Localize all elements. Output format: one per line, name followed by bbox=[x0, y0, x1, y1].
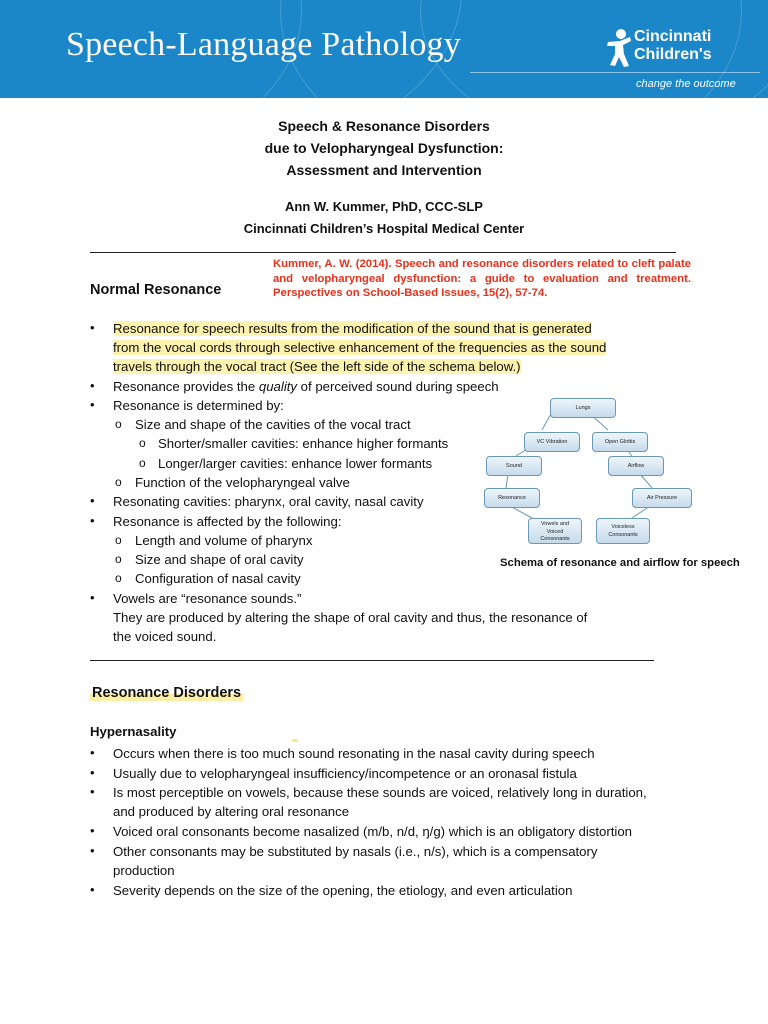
list-subsubitem: Shorter/smaller cavities: enhance higher formants bbox=[158, 436, 449, 451]
list-item: Occurs when there is too much sound resonating in the nasal cavity during speech bbox=[113, 746, 595, 761]
emphasis-text: quality bbox=[258, 379, 298, 394]
list-item-continuation: They are produced by altering the shape of oral cavity and thus, the resonance of bbox=[113, 610, 588, 625]
schema-node-resonance: Resonance bbox=[484, 488, 540, 508]
bullet-icon: • bbox=[90, 843, 95, 858]
schema-node-sound: Sound bbox=[486, 456, 542, 476]
schema-caption: Schema of resonance and airflow for speech bbox=[500, 557, 740, 569]
cincinnati-childrens-logo bbox=[604, 26, 754, 70]
schema-node-open-glottis: Open Glottis bbox=[592, 432, 648, 452]
list-subitem: Function of the velopharyngeal valve bbox=[135, 475, 350, 490]
resonance-airflow-schema bbox=[480, 394, 680, 554]
list-item: Severity depends on the size of the opening, the etiology, and even articulation bbox=[113, 883, 573, 898]
divider-top bbox=[90, 252, 676, 253]
doc-title-line3: Assessment and Intervention bbox=[286, 162, 482, 178]
schema-node-vc-vibration: VC Vibration bbox=[524, 432, 580, 452]
list-item: Voiced oral consonants become nasalized (m/b, n/d, ŋ/g) which is an obligatory distortion bbox=[113, 824, 632, 839]
affiliation: Cincinnati Children’s Hospital Medical Center bbox=[243, 221, 525, 236]
circle-bullet-icon: o bbox=[115, 571, 122, 585]
list-subitem: Configuration of nasal cavity bbox=[135, 571, 301, 586]
circle-bullet-icon: o bbox=[115, 533, 122, 547]
list-item: Other consonants may be substituted by nasals (i.e., n/s), which is a compensatory bbox=[113, 844, 598, 859]
list-subsubitem: Longer/larger cavities: enhance lower formants bbox=[158, 456, 433, 471]
list-item-continuation bbox=[113, 339, 606, 356]
citation: Kummer, A. W. (2014). Speech and resonance disorders related to cleft palate and velopharyngeal dysfunction: a guide to evaluation and treatment. Perspectives on School-Based Issues, 15(2), 57-74. bbox=[273, 258, 691, 300]
section-heading-normal-resonance: Normal Resonance bbox=[90, 282, 222, 298]
list-item: Resonating cavities: pharynx, oral cavity, nasal cavity bbox=[113, 494, 424, 509]
schema-node-voiceless-line2: Consonants bbox=[608, 531, 638, 538]
highlight-mark bbox=[292, 739, 298, 742]
bullet-icon: • bbox=[90, 397, 95, 412]
bullet-icon: • bbox=[90, 765, 95, 780]
list-item: Usually due to velopharyngeal insufficiency/incompetence or an oronasal fistula bbox=[113, 766, 577, 781]
bullet-icon: • bbox=[90, 745, 95, 760]
divider-bottom bbox=[90, 660, 654, 661]
list-item-continuation bbox=[113, 358, 521, 375]
schema-node-voiced-line3: Consonants bbox=[540, 536, 570, 542]
list-subitem: Length and volume of pharynx bbox=[135, 533, 313, 548]
circle-bullet-icon: o bbox=[115, 552, 122, 566]
list-item bbox=[113, 320, 592, 337]
highlighted-heading: Resonance Disorders bbox=[92, 685, 242, 701]
schema-node-lungs: Lungs bbox=[550, 398, 616, 418]
circle-bullet-icon: o bbox=[115, 417, 122, 431]
bullet-icon: • bbox=[90, 590, 95, 605]
list-item: Vowels are “resonance sounds.” bbox=[113, 591, 302, 606]
logo-text-line1: Cincinnati bbox=[634, 28, 712, 45]
child-figure-icon bbox=[604, 28, 632, 68]
schema-node-voiced-line2: Voiced bbox=[546, 528, 564, 535]
list-subitem: Size and shape of oral cavity bbox=[135, 552, 304, 567]
list-item: Is most perceptible on vowels, because these sounds are voiced, relatively long in duration, bbox=[113, 785, 647, 800]
bullet-icon: • bbox=[90, 784, 95, 799]
bullet-icon: • bbox=[90, 378, 95, 393]
section-heading-resonance-disorders bbox=[90, 685, 243, 701]
schema-node-voiced-line1: Vowels and bbox=[540, 521, 570, 527]
tagline: change the outcome bbox=[636, 78, 736, 90]
highlighted-text: travels through the vocal tract (See the left side of the schema below.) bbox=[113, 359, 521, 374]
schema-node-voiced bbox=[528, 518, 582, 544]
header-banner bbox=[0, 0, 768, 98]
schema-node-airflow: Airflow bbox=[608, 456, 664, 476]
subheading-hypernasality: Hypernasality bbox=[90, 724, 177, 739]
doc-title-line1: Speech & Resonance Disorders bbox=[278, 118, 490, 134]
circle-bullet-icon: o bbox=[139, 436, 146, 450]
list-item: Resonance is determined by: bbox=[113, 398, 284, 413]
text-segment: Resonance provides the bbox=[113, 379, 259, 394]
circle-bullet-icon: o bbox=[139, 456, 146, 470]
schema-node-voiceless bbox=[596, 518, 650, 544]
list-subitem: Size and shape of the cavities of the vocal tract bbox=[135, 417, 411, 432]
author: Ann W. Kummer, PhD, CCC-SLP bbox=[285, 199, 483, 214]
schema-node-voiceless-line1: Voiceless bbox=[611, 524, 635, 530]
circle-bullet-icon: o bbox=[115, 475, 122, 489]
bullet-icon: • bbox=[90, 882, 95, 897]
bullet-icon: • bbox=[90, 493, 95, 508]
logo-text-line2: Children's bbox=[634, 46, 712, 63]
text-segment: of perceived sound during speech bbox=[297, 379, 499, 394]
bullet-icon: • bbox=[90, 513, 95, 528]
bullet-icon: • bbox=[90, 823, 95, 838]
bullet-icon: • bbox=[90, 320, 95, 335]
list-item-continuation: production bbox=[113, 863, 175, 878]
list-item-continuation: the voiced sound. bbox=[113, 629, 217, 644]
list-item: Resonance is affected by the following: bbox=[113, 514, 342, 529]
list-item-continuation: and produced by altering oral resonance bbox=[113, 804, 350, 819]
doc-title-line2: due to Velopharyngeal Dysfunction: bbox=[264, 140, 504, 156]
list-item bbox=[113, 378, 499, 395]
highlighted-text: Resonance for speech results from the modification of the sound that is generated bbox=[113, 321, 592, 336]
highlighted-text: from the vocal cords through selective enhancement of the frequencies as the sound bbox=[113, 340, 607, 355]
banner-title: Speech-Language Pathology bbox=[66, 26, 461, 63]
schema-node-air-pressure: Air Pressure bbox=[632, 488, 692, 508]
tagline-rule bbox=[470, 72, 760, 73]
